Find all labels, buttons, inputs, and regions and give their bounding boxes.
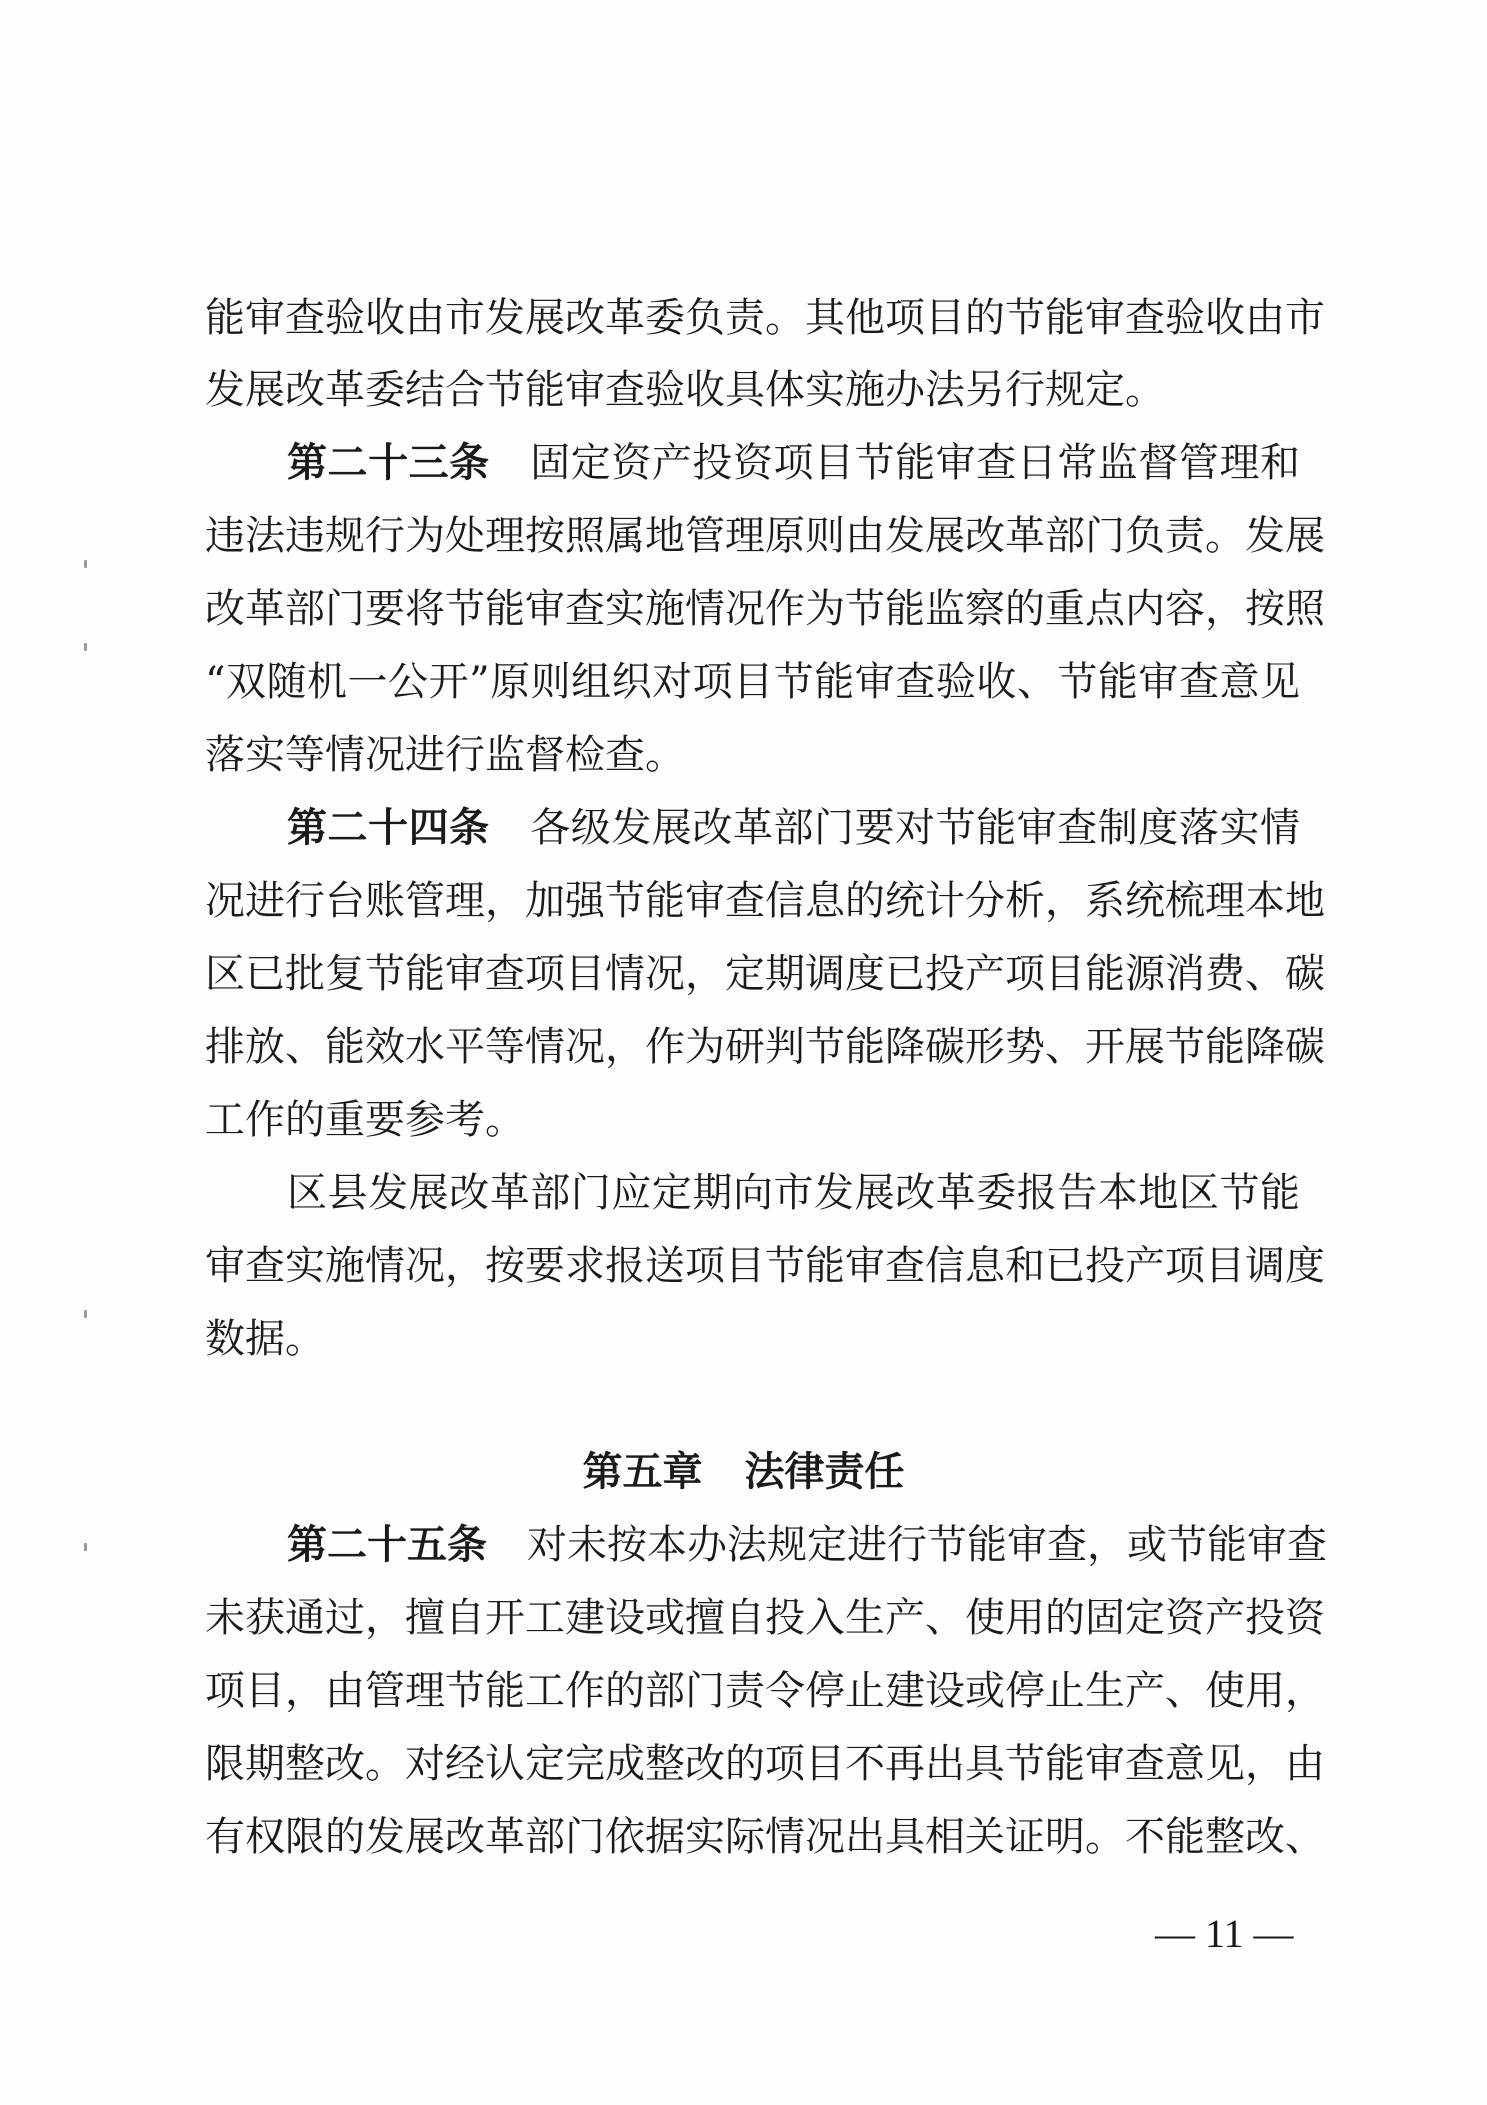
body-line: 落实等情况进行监督检查。 [205, 732, 685, 778]
body-line: 限期整改。对经认定完成整改的项目不再出具节能审查意见，由 [205, 1741, 1325, 1787]
body-line: 况进行台账管理，加强节能审查信息的统计分析，系统梳理本地 [205, 878, 1325, 924]
body-line: 发展改革委结合节能审查验收具体实施办法另行规定。 [205, 367, 1165, 413]
article-number: 第二十五条 [287, 1521, 487, 1568]
article-line: 第二十五条 对未按本办法规定进行节能审查，或节能审查 [287, 1521, 1327, 1568]
article-line: 第二十三条 固定资产投资项目节能审查日常监督管理和 [287, 439, 1301, 486]
page-number: — 11 — [1155, 1911, 1294, 1956]
body-line: 未获通过，擅自开工建设或擅自投入生产、使用的固定资产投资 [205, 1595, 1325, 1641]
body-line: 能审查验收由市发展改革委负责。其他项目的节能审查验收由市 [205, 295, 1325, 341]
body-line: 数据。 [205, 1316, 325, 1362]
body-line: 有权限的发展改革部门依据实际情况出具相关证明。不能整改、 [205, 1814, 1325, 1860]
body-line: 项目，由管理节能工作的部门责令停止建设或停止生产、使用， [205, 1668, 1325, 1714]
margin-mark [84, 1310, 87, 1318]
body-line: 排放、能效水平等情况，作为研判节能降碳形势、开展节能降碳 [205, 1024, 1325, 1070]
body-line: 改革部门要将节能审查实施情况作为节能监察的重点内容，按照 [205, 586, 1325, 632]
article-number: 第二十三条 [287, 439, 490, 486]
margin-mark [84, 643, 87, 651]
margin-mark [84, 1543, 87, 1551]
chapter-title: 法律责任 [744, 1449, 905, 1495]
margin-mark [84, 560, 87, 568]
body-line: 区已批复节能审查项目情况，定期调度已投产项目能源消费、碳 [205, 951, 1325, 997]
article-line: 第二十四条 各级发展改革部门要对节能审查制度落实情 [287, 804, 1301, 851]
body-line: 工作的重要参考。 [205, 1097, 525, 1143]
chapter-heading [0, 1437, 1487, 1507]
body-line: 违法违规行为处理按照属地管理原则由发展改革部门负责。发展 [205, 513, 1325, 559]
body-line: 区县发展改革部门应定期向市发展改革委报告本地区节能 [287, 1170, 1300, 1216]
chapter-number: 第五章 [582, 1449, 703, 1495]
body-line: “双随机一公开”原则组织对项目节能审查验收、节能审查意见 [205, 659, 1300, 705]
body-line: 审查实施情况，按要求报送项目节能审查信息和已投产项目调度 [205, 1243, 1325, 1289]
article-number: 第二十四条 [287, 804, 490, 851]
